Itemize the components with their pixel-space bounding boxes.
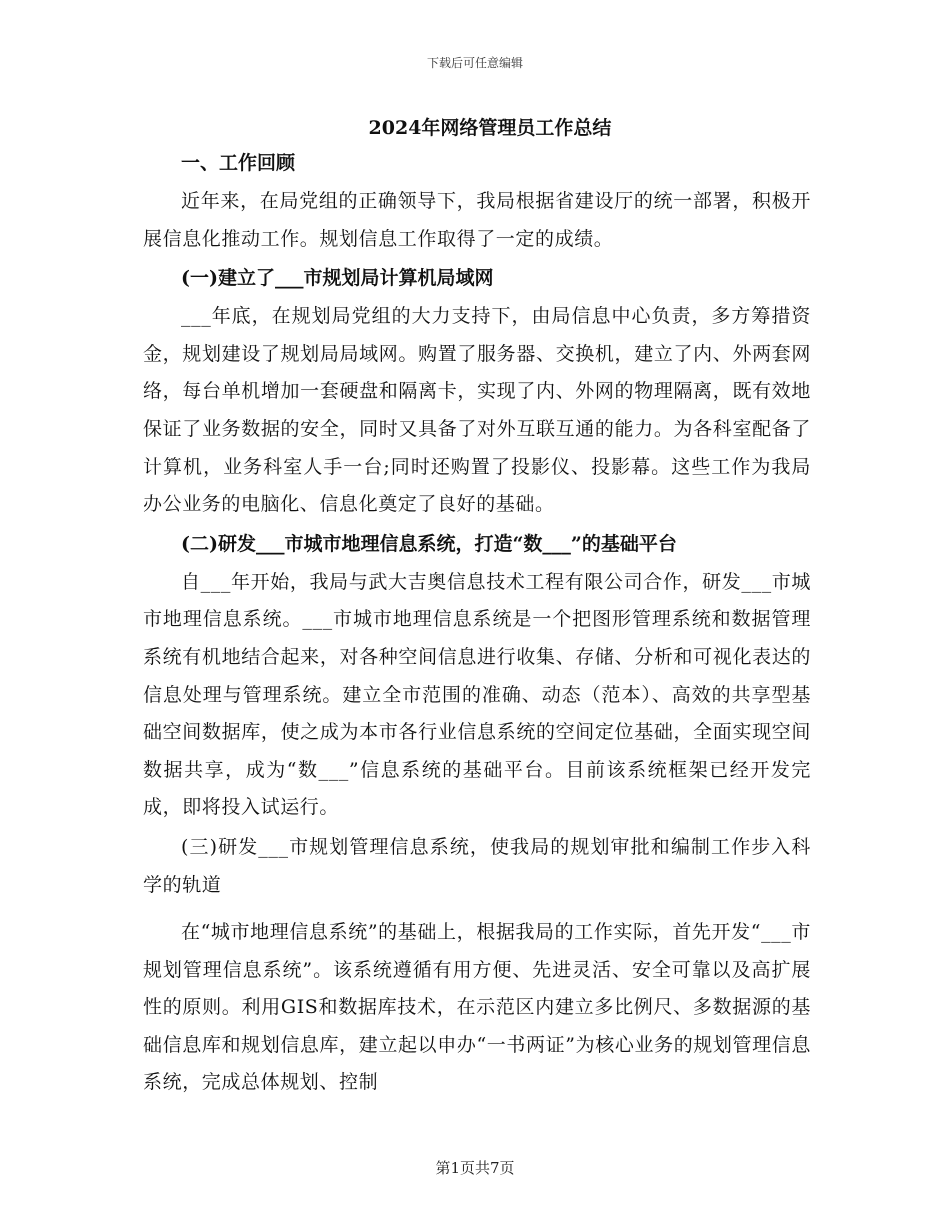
document-content bbox=[143, 113, 811, 1104]
document-title: 2024年网络管理员工作总结 bbox=[368, 117, 612, 139]
subsection-heading-planning-mis: (三)研发___市规划管理信息系统，使我局的规划审批和编制工作步入科学的轨道 bbox=[143, 835, 811, 896]
header-note: 下载后可任意编辑 bbox=[426, 56, 523, 70]
subsection-heading-lan: (一)建立了___市规划局计算机局域网 bbox=[181, 267, 494, 290]
subsection-heading-gis: (二)研发___市城市地理信息系统，打造“数___”的基础平台 bbox=[181, 532, 677, 555]
gis-paragraph: 自___年开始，我局与武大吉奥信息技术工程有限公司合作，研发___市城市地理信息系统。___市城市地理信息系统是一个把图形管理系统和数据管理系统有机地结合起来，对各种空间信息进行收集、存储、分析和可视化表达的信息处理与管理系统。建立全市范围的准确、动态（范本）、高效的共享型基础空间数据库，使之成为本市各行业信息系统的空间定位基础，全面实现空间数据共享，成为“数___”信息系统的基础平台。目前该系统框架已经开发完成，即将投入试运行。 bbox=[143, 570, 811, 819]
planning-mis-paragraph: 在“城市地理信息系统”的基础上，根据我局的工作实际，首先开发“___市规划管理信息系统”。该系统遵循有用方便、先进灵活、安全可靠以及高扩展性的原则。利用GIS和数据库技术，在示范区内建立多比例尺、多数据源的基础信息库和规划信息库，建立起以申办“一书两证”为核心业务的规划管理信息系统，完成总体规划、控制 bbox=[143, 921, 811, 1094]
lan-paragraph: ___年底，在规划局党组的大力支持下，由局信息中心负责，多方筹措资金，规划建设了规划局局域网。购置了服务器、交换机，建立了内、外两套网络，每台单机增加一套硬盘和隔离卡，实现了内、外网的物理隔离，既有效地保证了业务数据的安全，同时又具备了对外互联互通的能力。为各科室配备了计算机，业务科室人手一台;同时还购置了投影仪、投影幕。这些工作为我局办公业务的电脑化、信息化奠定了良好的基础。 bbox=[143, 305, 811, 516]
page-number: 第1页共7页 bbox=[435, 1159, 515, 1177]
section-heading-work-review: 一、工作回顾 bbox=[181, 152, 296, 174]
intro-paragraph: 近年来，在局党组的正确领导下，我局根据省建设厅的统一部署，积极开展信息化推动工作。规划信息工作取得了一定的成绩。 bbox=[143, 190, 811, 250]
